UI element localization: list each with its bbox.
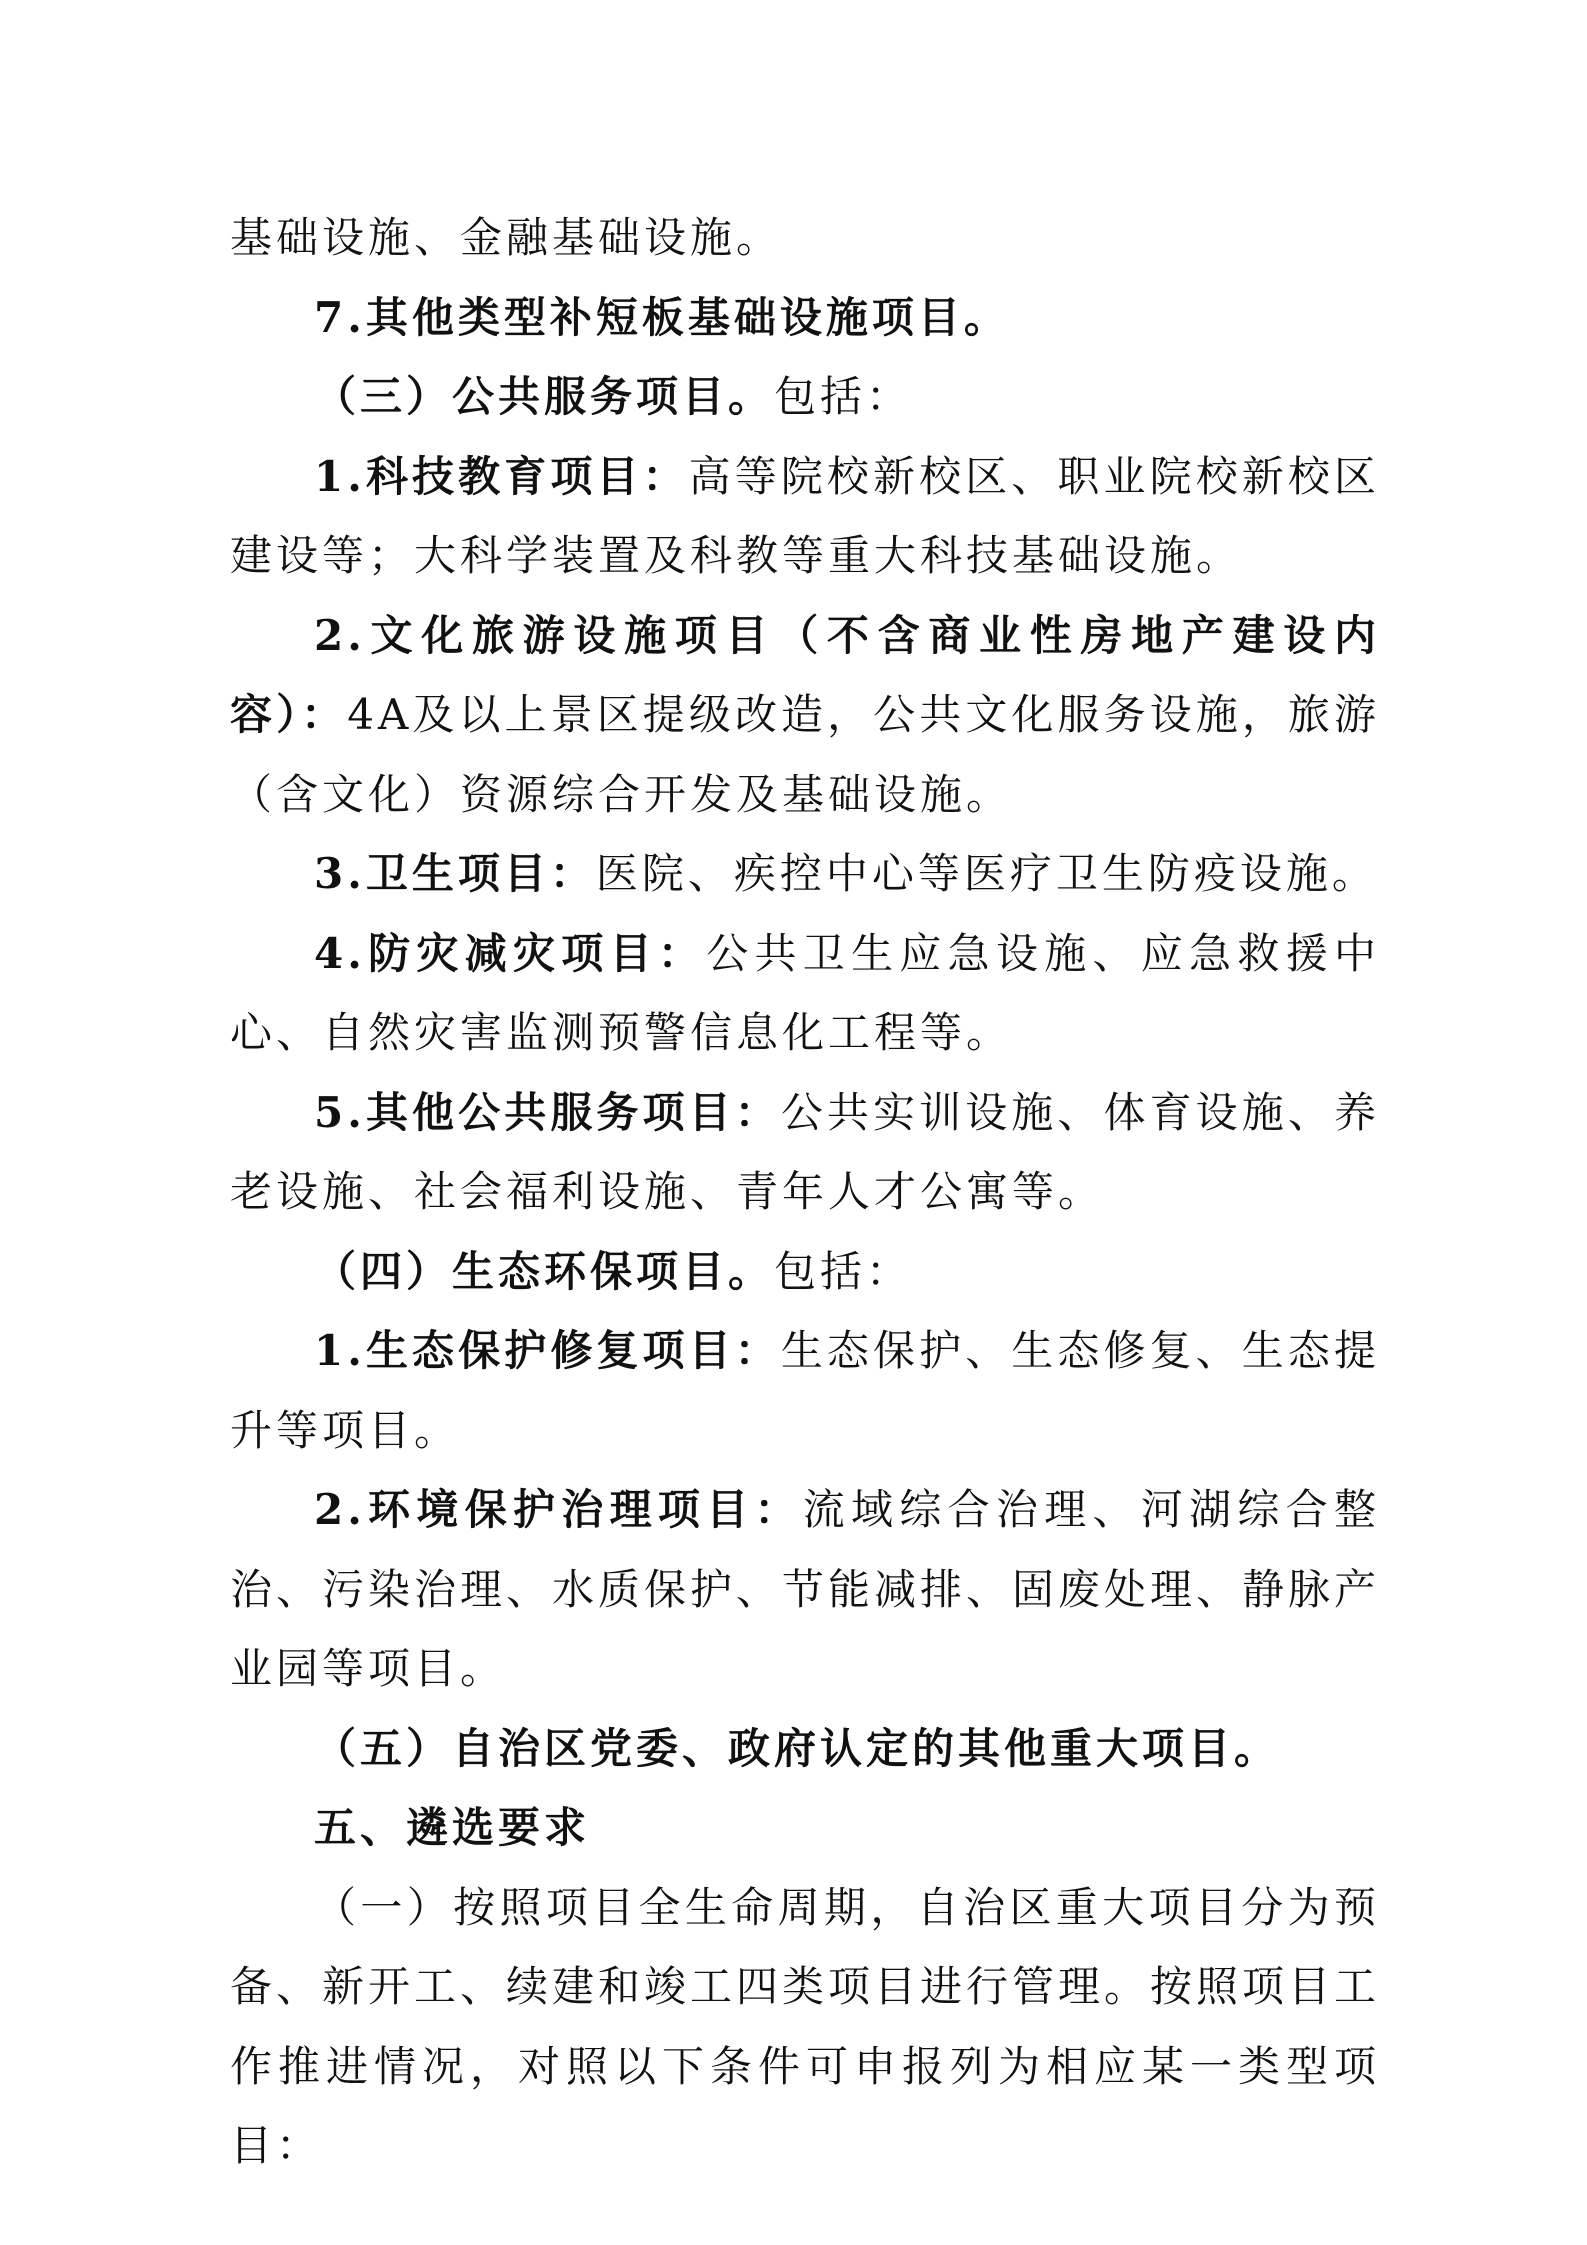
paragraph-text: 包括：: [774, 1246, 913, 1296]
section-heading-ecology: [230, 1232, 1380, 1312]
paragraph-lead: 2.环境保护治理项目：: [314, 1485, 803, 1534]
paragraph-lead: 1.生态保护修复项目：: [314, 1326, 781, 1375]
paragraph-lead: 4.防灾减灾项目：: [314, 928, 707, 978]
paragraph-item-health: [230, 834, 1380, 914]
paragraph-text: 公共卫生应急设施、应急救援中心、自然灾害监测预警信息化工程等。: [230, 928, 1380, 1057]
section-heading-other-major-projects: [230, 1709, 1380, 1789]
paragraph-item-disaster-prevention: [230, 914, 1380, 1073]
paragraph-text: 包括：: [774, 372, 913, 421]
section-heading-lead: （五）自治区党委、政府认定的其他重大项目。: [314, 1723, 1281, 1773]
paragraph-text: 基础设施、金融基础设施。: [230, 213, 783, 262]
paragraph-item-science-education: [230, 437, 1380, 596]
paragraph-lifecycle-classification: [230, 1868, 1380, 2186]
paragraph-text: 流域综合治理、河湖综合整治、污染治理、水质保护、节能减排、固废处理、静脉产业园等项目。: [230, 1485, 1381, 1693]
paragraph-lead: 1.科技教育项目：: [314, 451, 689, 501]
paragraph-infrastructure-continued: [230, 198, 1380, 278]
chapter-heading-selection-requirements: [230, 1788, 1380, 1868]
paragraph-lead: 3.卫生项目：: [314, 849, 596, 898]
paragraph-lead: 7.其他类型补短板基础设施项目。: [314, 292, 1010, 342]
paragraph-item-other-public-service: [230, 1073, 1380, 1232]
paragraph-text: 公共实训设施、体育设施、养老设施、社会福利设施、青年人才公寓等。: [230, 1087, 1380, 1216]
paragraph-item-culture-tourism: [230, 596, 1380, 835]
paragraph-text: （一）按照项目全生命周期，自治区重大项目分为预备、新开工、续建和竣工四类项目进行管理。按照项目工作推进情况，对照以下条件可申报列为相应某一类型项目：: [230, 1882, 1381, 2170]
chapter-heading: 五、遴选要求: [314, 1803, 591, 1852]
paragraph-text: 生态保护、生态修复、生态提升等项目。: [230, 1326, 1380, 1455]
paragraph-item-environmental-governance: [230, 1470, 1380, 1709]
paragraph-text: 医院、疾控中心等医疗卫生防疫设施。: [595, 849, 1378, 898]
paragraph-lead: 2.文化旅游设施项目（不含商业性房地产建设内容）：: [230, 610, 1380, 739]
section-heading-public-service: [230, 357, 1380, 437]
section-heading-lead: （三）公共服务项目。: [314, 372, 775, 421]
paragraph-text: 高等院校新校区、职业院校新校区建设等；大科学装置及科教等重大科技基础设施。: [230, 451, 1380, 580]
section-heading-lead: （四）生态环保项目。: [314, 1246, 775, 1296]
paragraph-lead: 5.其他公共服务项目：: [314, 1087, 781, 1137]
paragraph-item-7-other-infrastructure: [230, 278, 1380, 358]
document-page: [230, 198, 1380, 2186]
paragraph-text: 4A及以上景区提级改造，公共文化服务设施，旅游（含文化）资源综合开发及基础设施。: [230, 690, 1380, 819]
paragraph-item-ecological-protection: [230, 1311, 1380, 1470]
